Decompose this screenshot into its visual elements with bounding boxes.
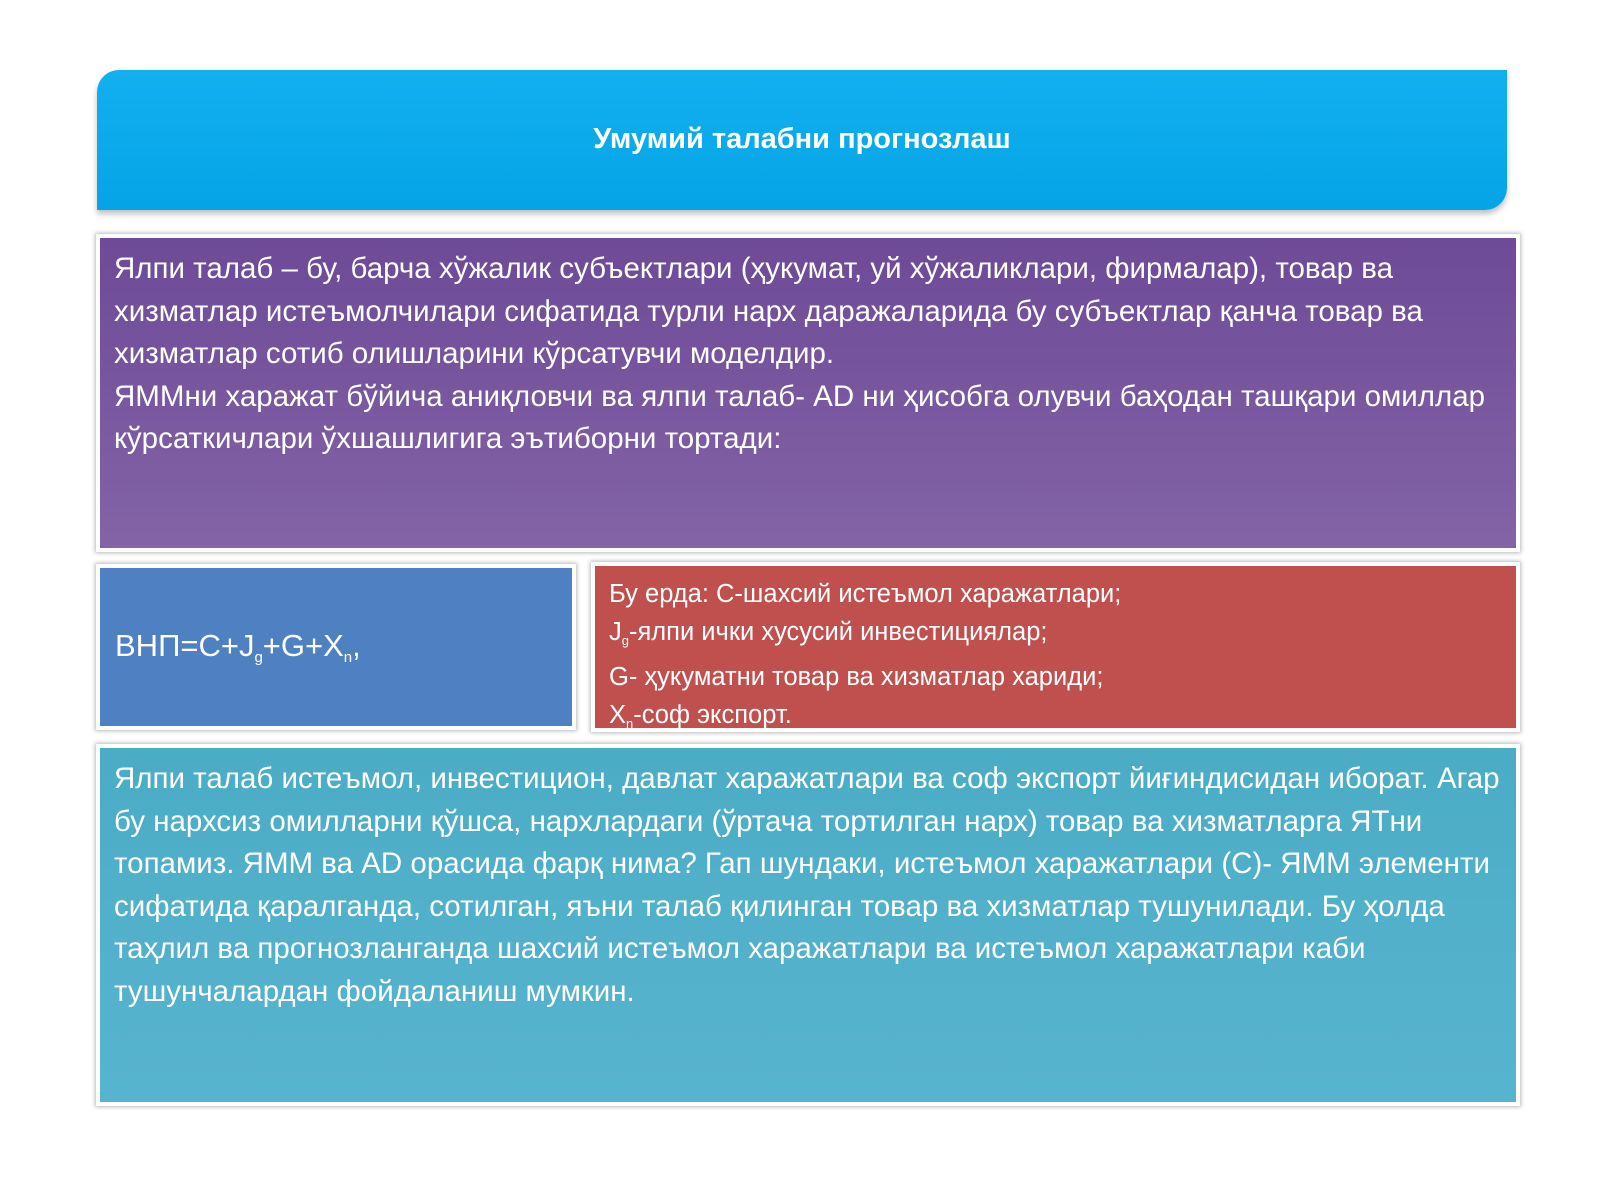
formula-subscript-g: g — [254, 649, 263, 666]
legend-text-net-export: -соф экспорт. — [633, 700, 792, 729]
legend-line-net-export — [609, 697, 1502, 743]
legend-line-consumption: Бу ерда: С-шахсий истеъмол харажатлари; — [609, 580, 1122, 608]
explanation-panel — [96, 744, 1520, 1106]
legend-panel — [591, 562, 1520, 732]
legend-subscript-g: g — [621, 632, 629, 648]
legend-symbol-x: X — [609, 700, 627, 729]
formula-middle: +G+X — [262, 628, 344, 663]
gnp-formula — [115, 628, 361, 666]
definition-paragraph-2: ЯММни харажат бўйича аниқловчи ва ялпи талаб- AD ни ҳисобга олувчи баҳодан ташқари омиллар кўрсаткичлари ўхшашлигига эътиборни тортади: — [114, 379, 1486, 455]
explanation-text: Ялпи талаб истеъмол, инвестицион, давлат харажатлари ва соф экспорт йиғиндисидан иборат. Агар бу нархсиз омилларни қўшса, нархлардаги (ўртача тортилган нарх) товар ва хизматларга ЯТни топамиз. ЯММ ва AD орасида фарқ нима? Гап шундаки, истеъмол харажатлари (С)- ЯММ элементи сифатида қаралганда, сотилган, яъни талаб қилинган товар ва хизматлар тушунилади. Бу ҳолда таҳлил ва прогнозланганда шахсий истеъмол харажатлари ва истеъмол харажатлари каби тушунчалардан фойдаланиш мумкин. — [114, 762, 1500, 1008]
legend-text-investment: -ялпи ички хусусий инвестициялар; — [628, 617, 1048, 646]
legend-subscript-n: n — [626, 715, 634, 731]
legend-line-investment — [609, 614, 1502, 660]
slide-title: Умумий талабни прогнозлаш — [593, 122, 1011, 155]
formula-tail: , — [352, 628, 361, 663]
definition-panel — [96, 234, 1520, 552]
formula-subscript-n: n — [343, 649, 353, 666]
title-bar — [97, 70, 1507, 210]
definition-paragraph-1: Ялпи талаб – бу, барча хўжалик субъектлари (ҳукумат, уй хўжаликлари, фирмалар), товар ва хизматлар истеъмолчилари сифатида турли нарх даражаларида бу субъектлар қанча товар ва хизматлар сотиб олишларини кўрсатувчи моделдир. — [114, 252, 1423, 370]
formula-panel — [96, 564, 576, 730]
formula-lhs: ВНП=С+J — [115, 628, 255, 663]
legend-symbol-j: J — [609, 617, 622, 646]
legend-line-government: G- ҳукуматни товар ва хизматлар хариди; — [609, 663, 1104, 691]
